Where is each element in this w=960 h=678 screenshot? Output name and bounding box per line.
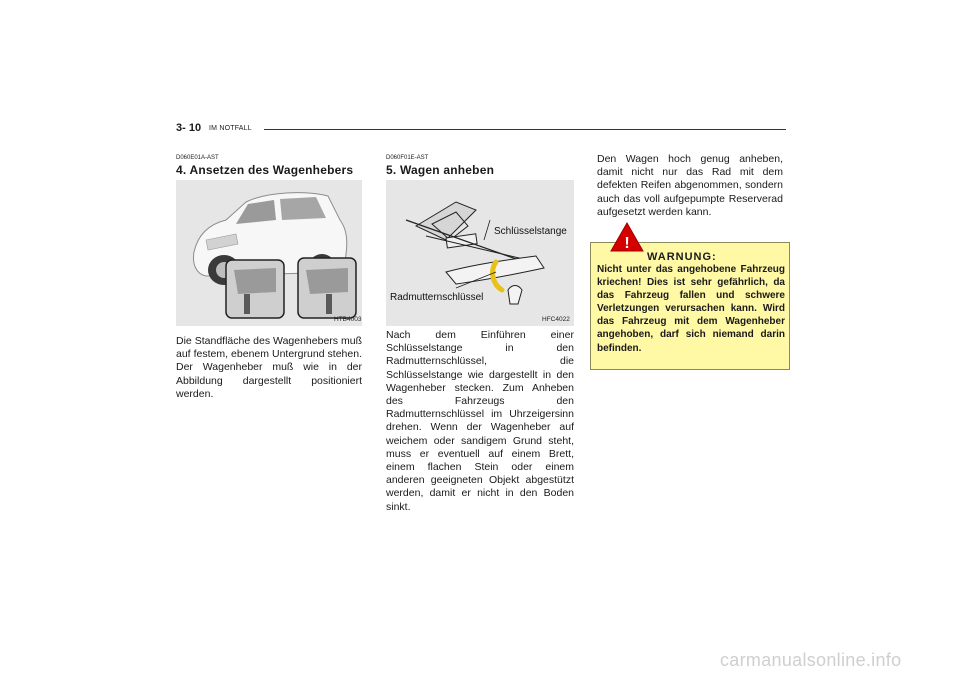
callout-radmutternschluessel: Radmutternschlüssel — [390, 292, 484, 303]
section-title: IM NOTFALL — [209, 125, 252, 132]
header-rule — [264, 129, 786, 130]
callout-schluesselstange: Schlüsselstange — [494, 226, 567, 237]
car-illustration — [176, 180, 362, 326]
heading-jack-placement: 4. Ansetzen des Wagenhebers — [176, 163, 354, 177]
figure-car-jack-points — [176, 180, 362, 326]
body-text-left: Die Standfläche des Wagenhebers muß auf festem, ebenem Untergrund stehen. Der Wagenheber muß wie in der Abbildung dargestellt positioniert werden. — [176, 335, 362, 400]
body-text-right: Den Wagen hoch genug anheben, damit nicht nur das Rad mit dem defekten Reifen abgenommen, sondern auch das voll aufgepumpte Reserverad aufgesetzt werden kann. — [597, 153, 783, 218]
jack-illustration — [386, 180, 574, 326]
warning-icon-glyph: ! — [624, 235, 630, 252]
warning-box — [590, 242, 790, 370]
figure-label-hfc4022: HFC4022 — [542, 316, 570, 323]
section-code-middle: D060F01E-AST — [386, 155, 429, 161]
page-header — [176, 122, 786, 138]
heading-raise-vehicle: 5. Wagen anheben — [386, 163, 495, 177]
page-number: 3- 10 — [176, 122, 202, 134]
body-text-middle: Nach dem Einführen einer Schlüsselstange in den Radmutternschlüssel, die Schlüsselstange wie dargestellt in den Wagenheber stecken. Zum Anheben des Fahrzeugs den Radmutternschlüssel im Uhrzeigersinn drehen. Wenn der Wagenheber auf weichem oder sandigem Grund steht, muss er eventuell auf einem Brett, einem flachen Stein oder einem anderen geeigneten Objekt abgestützt werden, damit er nicht in den Boden sinkt. — [386, 329, 574, 513]
section-code-left: D060E01A-AST — [176, 155, 219, 161]
warning-text: Nicht unter das angehobene Fahrzeug kriechen! Dies ist sehr gefährlich, da das Fahrzeug fallen und schwere Verletzungen verursachen kann. Wird das Fahrzeug mit dem Wagenheber angehoben, darf sich niemand darin befinden. — [597, 264, 785, 354]
warning-triangle-icon — [610, 222, 644, 252]
figure-label-htb4003: HTB4003 — [334, 316, 362, 323]
watermark: carmanualsonline.info — [720, 650, 902, 670]
warning-title: WARNUNG: — [647, 251, 717, 263]
figure-jack-operation — [386, 180, 574, 326]
